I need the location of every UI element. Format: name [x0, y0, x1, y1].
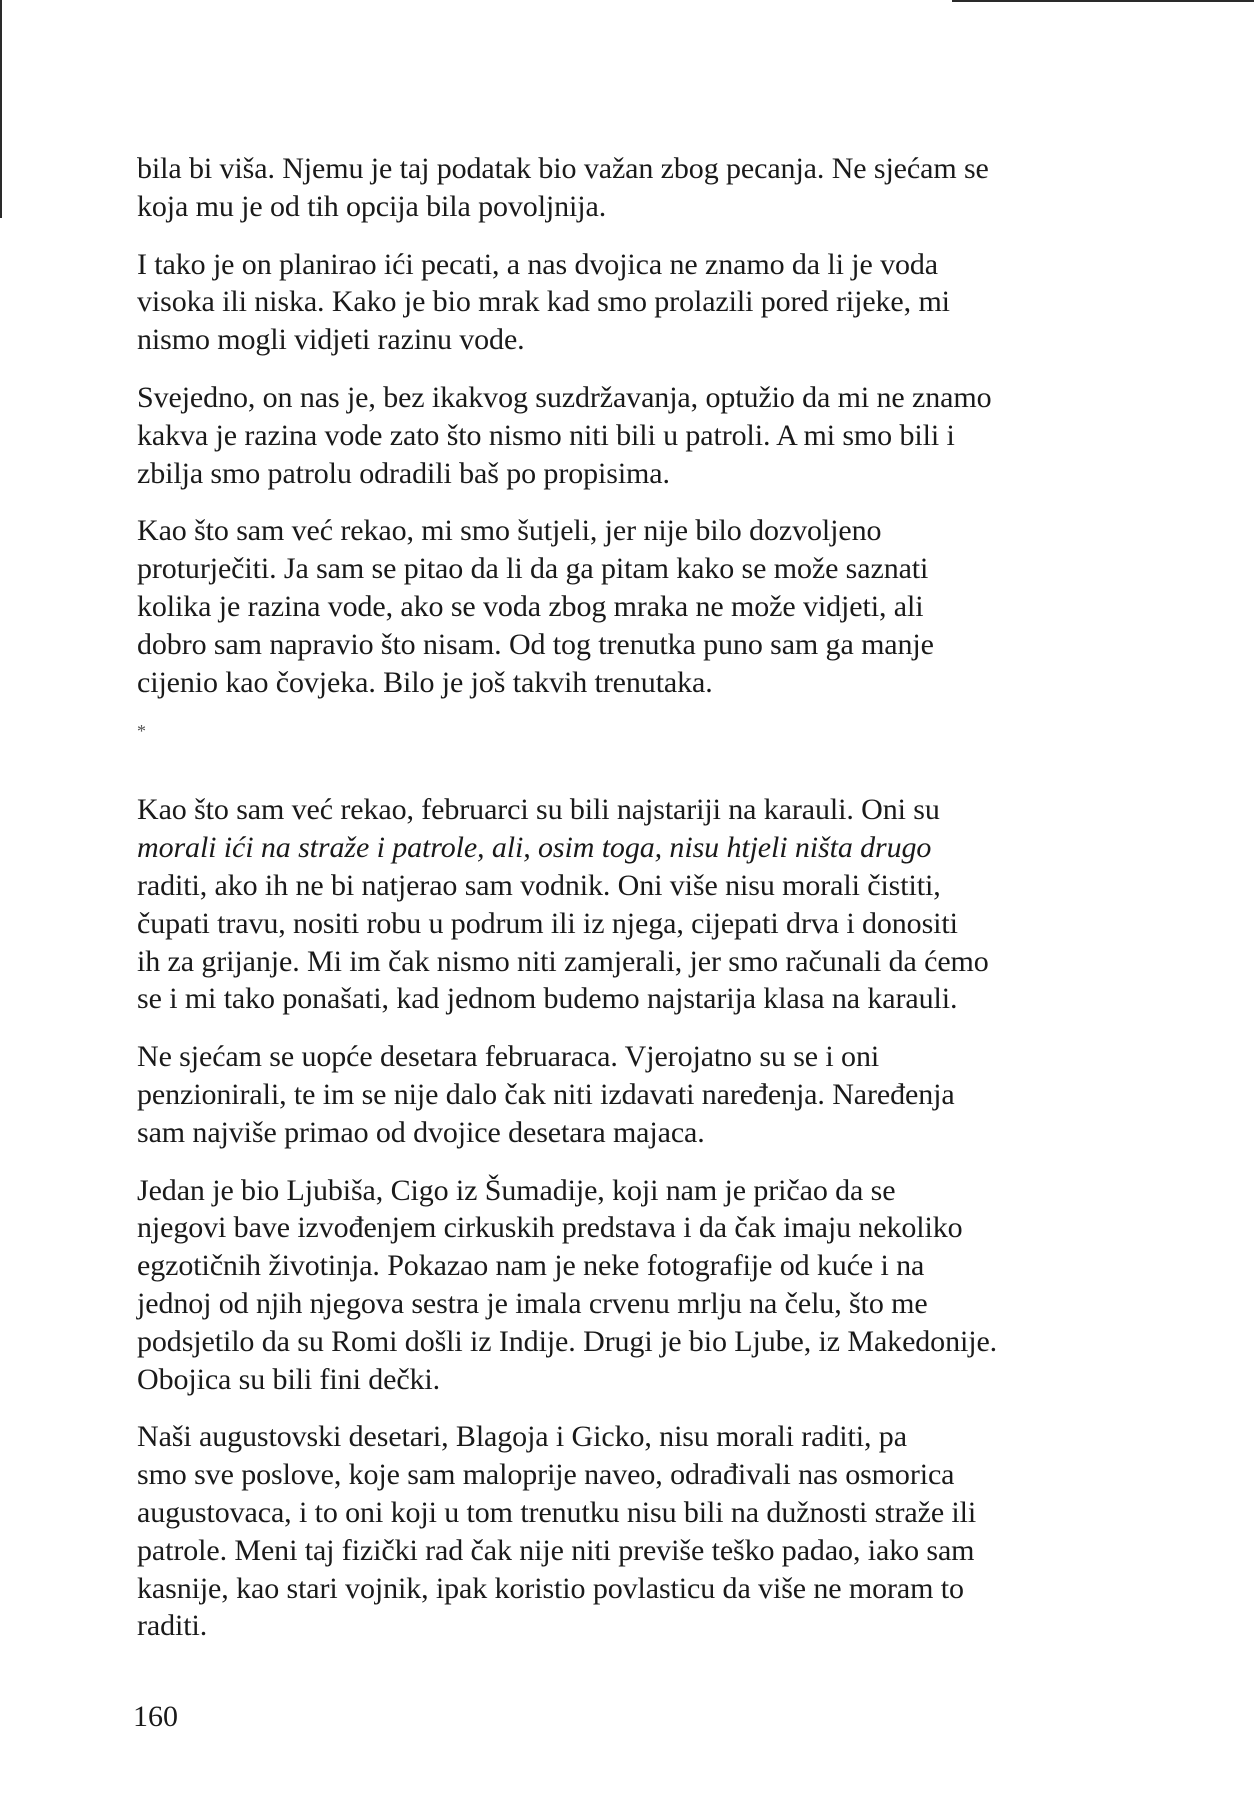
- page-edge-top: [952, 0, 1254, 2]
- text-line: patrole. Meni taj fizički rad čak nije niti previše teško padao, iako sam: [137, 1533, 975, 1567]
- text-line: Kao što sam već rekao, mi smo šutjeli, jer nije bilo dozvoljeno: [137, 514, 882, 548]
- text-line: koja mu je od tih opcija bila povoljnija.: [137, 189, 607, 223]
- text-line: bila bi viša. Njemu je taj podatak bio važan zbog pecanja. Ne sjećam se: [137, 152, 989, 185]
- paragraph-4: [137, 512, 1125, 701]
- text-line: ih za grijanje. Mi im čak nismo niti zamjerali, jer smo računali da ćemo: [137, 944, 989, 978]
- paragraph-2: [137, 246, 1125, 359]
- body-text: [137, 150, 1125, 1665]
- text-line: se i mi tako ponašati, kad jednom budemo najstarija klasa na karauli.: [137, 982, 958, 1016]
- text-line: Ne sjećam se uopće desetara februaraca. Vjerojatno su se i oni: [137, 1040, 880, 1074]
- text-line: Svejedno, on nas je, bez ikakvog suzdržavanja, optužio da mi ne znamo: [137, 380, 992, 414]
- text-line: čupati travu, nositi robu u podrum ili iz njega, cijepati drva i donositi: [137, 906, 958, 940]
- page-number: 160: [133, 1700, 178, 1733]
- text-line: dobro sam napravio što nisam. Od tog trenutka puno sam ga manje: [137, 627, 934, 661]
- text-line: egzotičnih životinja. Pokazao nam je neke fotografije od kuće i na: [137, 1249, 925, 1283]
- paragraph-6: [137, 1038, 1125, 1151]
- paragraph-1: [137, 150, 1125, 226]
- text-line: raditi, ako ih ne bi natjerao sam vodnik. Oni više nisu morali čistiti,: [137, 868, 941, 902]
- paragraph-5: [137, 791, 1125, 1018]
- text-line: jednoj od njih njegova sestra je imala crvenu mrlju na čelu, što me: [137, 1286, 928, 1320]
- text-line: smo sve poslove, koje sam maloprije naveo, odrađivali nas osmorica: [137, 1458, 955, 1492]
- paragraph-3: [137, 379, 1125, 492]
- paragraph-7: [137, 1172, 1125, 1399]
- text-line-italic: morali ići na straže i patrole, ali, osim toga, nisu htjeli ništa drugo: [137, 831, 932, 865]
- text-line: Obojica su bili fini dečki.: [137, 1362, 441, 1396]
- text-line: kasnije, kao stari vojnik, ipak koristio povlasticu da više ne moram to: [137, 1571, 964, 1605]
- text-line: I tako je on planirao ići pecati, a nas dvojica ne znamo da li je voda: [137, 247, 939, 281]
- page-edge-left: [0, 0, 2, 218]
- text-line: proturječiti. Ja sam se pitao da li da ga pitam kako se može saznati: [137, 552, 929, 586]
- text-line: kakva je razina vode zato što nismo niti bili u patroli. A mi smo bili i: [137, 418, 955, 452]
- text-line: njegovi bave izvođenjem cirkuskih predstava i da čak imaju nekoliko: [137, 1211, 963, 1245]
- text-line: nismo mogli vidjeti razinu vode.: [137, 323, 525, 357]
- text-line: cijenio kao čovjeka. Bilo je još takvih trenutaka.: [137, 665, 713, 699]
- text-line: zbilja smo patrolu odradili baš po propisima.: [137, 456, 670, 490]
- text-line: Jedan je bio Ljubiša, Cigo iz Šumadije, koji nam je pričao da se: [137, 1173, 896, 1207]
- text-line: raditi.: [137, 1609, 208, 1643]
- text-line: sam najviše primao od dvojice desetara majaca.: [137, 1115, 705, 1149]
- text-line: podsjetilo da su Romi došli iz Indije. Drugi je bio Ljube, iz Makedonije.: [137, 1324, 998, 1358]
- paragraph-8: [137, 1418, 1125, 1645]
- text-line: augustovaca, i to oni koji u tom trenutku nisu bili na dužnosti straže ili: [137, 1495, 977, 1529]
- text-line: penzionirali, te im se nije dalo čak niti izdavati naređenja. Naređenja: [137, 1077, 955, 1111]
- text-line: visoka ili niska. Kako je bio mrak kad smo prolazili pored rijeke, mi: [137, 285, 950, 319]
- section-separator: *: [137, 721, 146, 742]
- text-line: Kao što sam već rekao, februarci su bili najstariji na karauli. Oni su: [137, 793, 940, 827]
- text-line: Naši augustovski desetari, Blagoja i Gicko, nisu morali raditi, pa: [137, 1420, 907, 1454]
- text-line: kolika je razina vode, ako se voda zbog mraka ne može vidjeti, ali: [137, 589, 924, 623]
